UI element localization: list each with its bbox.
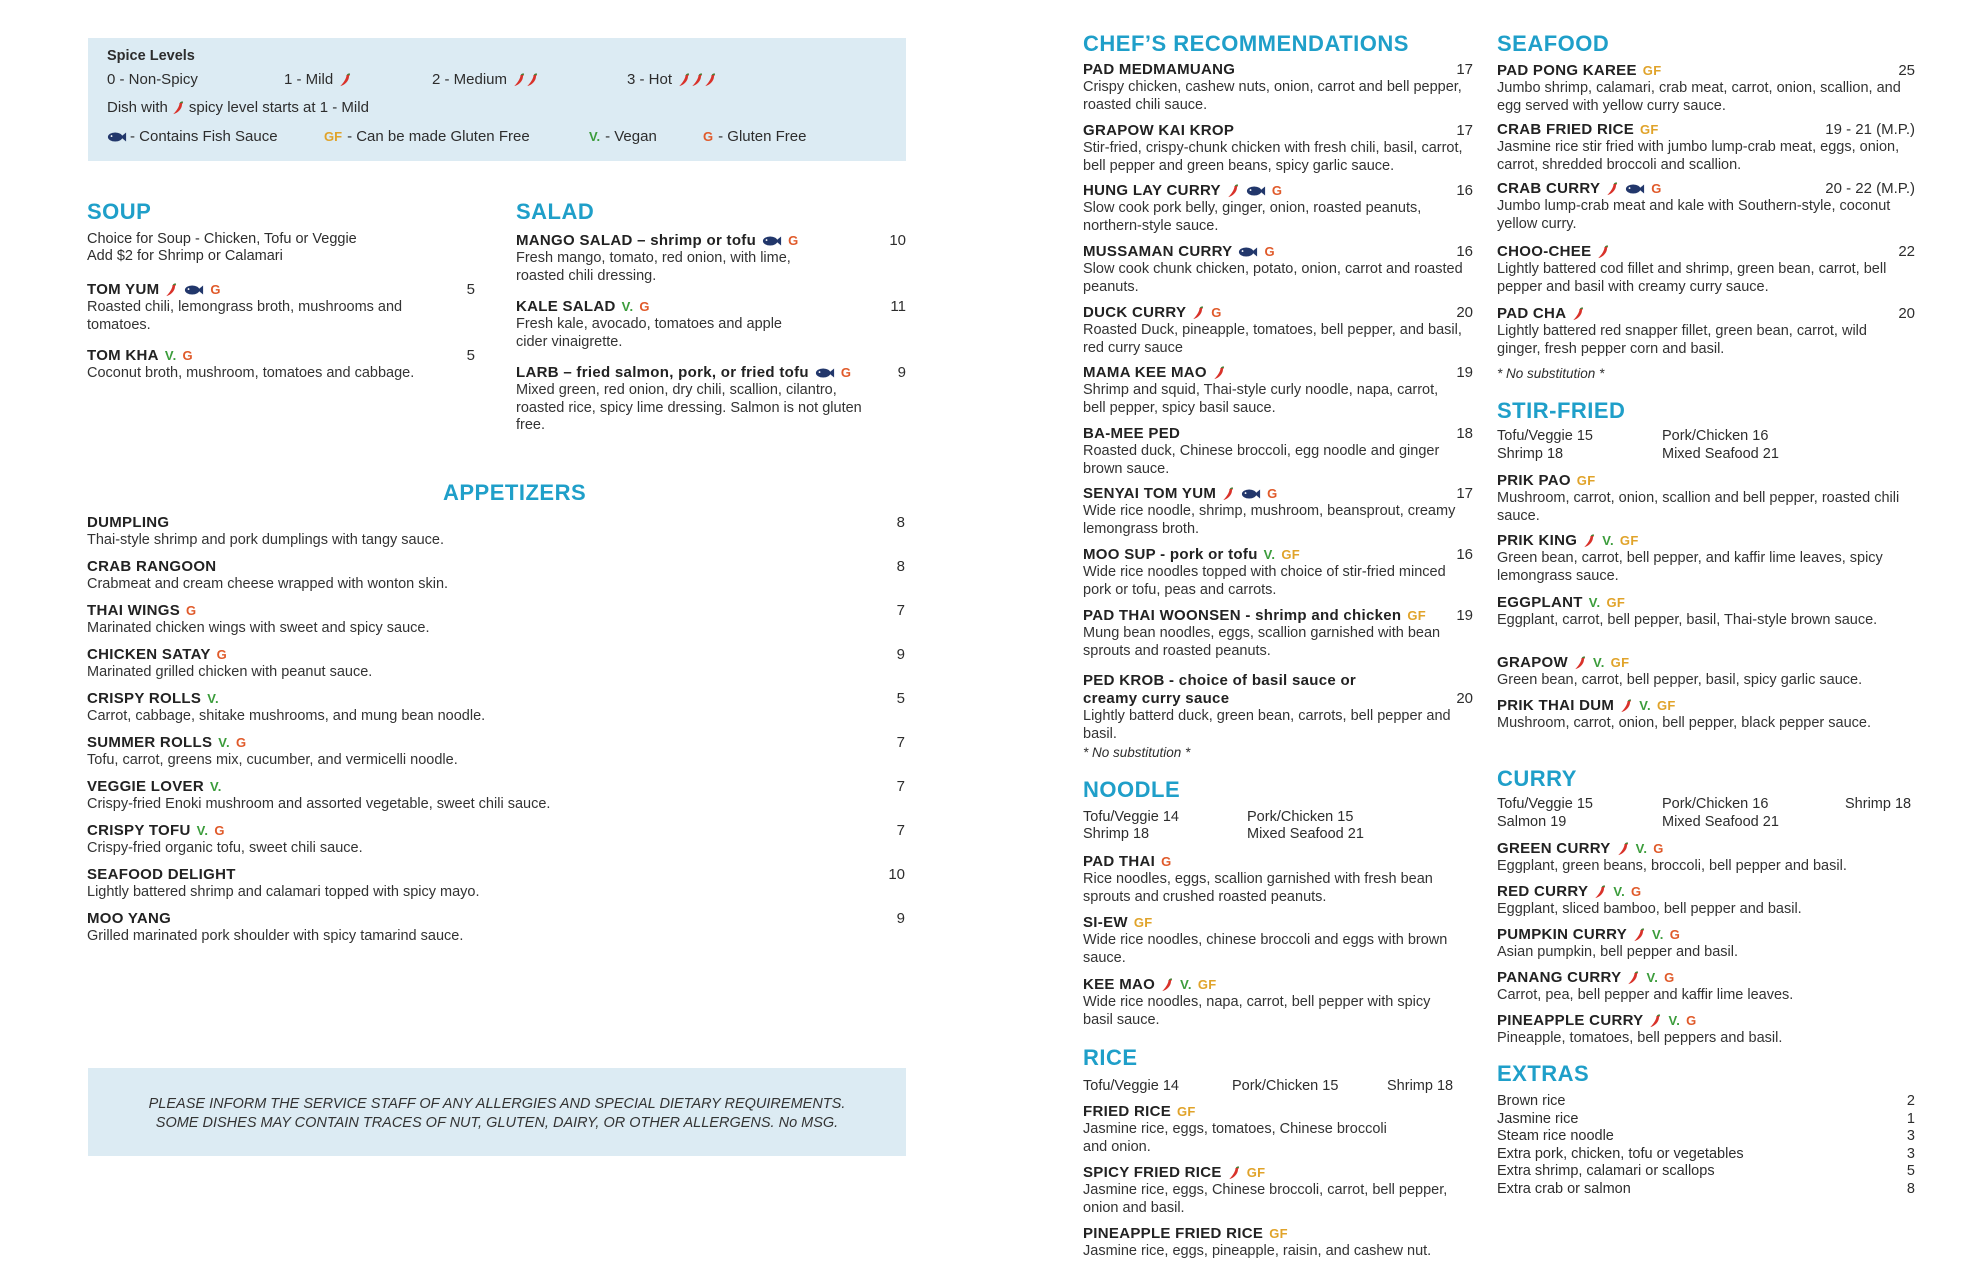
gluten-free-badge: G — [1653, 841, 1664, 856]
gf-badge: GF — [1606, 595, 1626, 610]
menu-item: CHICKEN SATAY G Marinated grilled chicken with peanut sauce. 9 — [87, 646, 905, 680]
gf-badge: GF — [1640, 122, 1659, 137]
fish-sauce-icon — [1241, 488, 1261, 500]
menu-item: PAD CHA Lightly battered red snapper fillet, green bean, carrot, wild ginger, fresh pepper corn and basil. 20 — [1497, 305, 1915, 357]
noodle-price-pork: Pork/Chicken 15 — [1247, 809, 1354, 825]
legend-title: Spice Levels — [107, 48, 195, 64]
chili-icon — [1633, 928, 1646, 942]
noodle-price-seafood: Mixed Seafood 21 — [1247, 826, 1364, 842]
legend-level-0: 0 - Non-Spicy — [107, 71, 198, 88]
vegan-badge: V. — [1263, 547, 1276, 562]
menu-item-larb: LARB – fried salmon, pork, or fried tofu G Mixed green, red onion, dry chili, scallion, cilantro, roasted rice, spicy lime dressing. Salmon is not gluten free. 9 — [516, 364, 906, 433]
chili-icon — [691, 73, 704, 87]
gluten-free-badge: G — [1631, 884, 1642, 899]
legend-gluten-free: G - Gluten Free — [703, 128, 807, 145]
gluten-free-badge: G — [1686, 1013, 1697, 1028]
curry-price-shrimp: Shrimp 18 — [1845, 796, 1912, 812]
menu-item: PINEAPPLE CURRY V. G Pineapple, tomatoes, bell peppers and basil. — [1497, 1012, 1783, 1046]
chef-note: * No substitution * — [1083, 745, 1191, 760]
gluten-free-badge: G — [1264, 244, 1275, 259]
gf-badge: GF — [1610, 655, 1630, 670]
menu-item: PAD THAI WOONSEN - shrimp and chicken GF Mung bean noodles, eggs, scallion garnished with bean sprouts and roasted peanuts. 19 — [1083, 607, 1473, 659]
menu-item: DUMPLING Thai-style shrimp and pork dumplings with tangy sauce. 8 — [87, 514, 905, 548]
gluten-free-badge: G — [1664, 970, 1675, 985]
vegan-badge: V. — [209, 779, 222, 794]
chili-icon — [1620, 699, 1633, 713]
menu-item-si-ew: SI-EW GF Wide rice noodles, chinese broccoli and eggs with brown sauce. — [1083, 914, 1448, 966]
chili-icon — [526, 73, 539, 87]
extras-row: Brown rice 2 — [1497, 1093, 1915, 1109]
menu-item: PAD MEDMAMUANG Crispy chicken, cashew nuts, onion, carrot and bell pepper, roasted chili sauce. 17 — [1083, 61, 1473, 113]
seafood-heading: SEAFOOD — [1497, 31, 1610, 56]
vegan-badge: V. — [1639, 698, 1651, 713]
menu-item: CRAB RANGOON Crabmeat and cream cheese wrapped with wonton skin. 8 — [87, 558, 905, 592]
seafood-note: * No substitution * — [1497, 366, 1605, 381]
gf-badge: GF — [1619, 533, 1639, 548]
menu-item: MUSSAMAN CURRY G Slow cook chunk chicken, potato, onion, carrot and roasted peanuts. 16 — [1083, 243, 1473, 295]
rice-price-tofu: Tofu/Veggie 14 — [1083, 1078, 1179, 1094]
rice-price-shrimp: Shrimp 18 — [1387, 1078, 1454, 1094]
menu-item-pad-thai: PAD THAI G Rice noodles, eggs, scallion garnished with fresh bean sprouts and crushed roasted peanuts. — [1083, 853, 1433, 905]
curry-price-pork: Pork/Chicken 16 — [1662, 796, 1769, 812]
rice-price-pork: Pork/Chicken 15 — [1232, 1078, 1339, 1094]
fish-sauce-icon — [1246, 185, 1266, 197]
fish-sauce-icon — [184, 284, 204, 296]
menu-item: GREEN CURRY V. G Eggplant, green beans, broccoli, bell pepper and basil. — [1497, 840, 1847, 874]
chili-icon — [1627, 971, 1640, 985]
chili-icon — [678, 73, 691, 87]
curry-price-seafood: Mixed Seafood 21 — [1662, 814, 1779, 830]
chili-icon — [1227, 184, 1240, 198]
gluten-free-badge: G — [214, 823, 225, 838]
menu-item: GRAPOW KAI KROP Stir-fried, crispy-chunk chicken with fresh chili, basil, carrot, bell pepper and green beans, spicy garlic sauce. 17 — [1083, 122, 1473, 174]
menu-item-kale-salad: KALE SALAD V. G Fresh kale, avocado, tomatoes and apple cider vinaigrette. 11 — [516, 298, 906, 350]
menu-item: PAD PONG KAREE GF Jumbo shrimp, calamari, crab meat, carrot, onion, scallion, and egg served with yellow curry sauce. 25 — [1497, 62, 1915, 114]
chili-icon — [1606, 182, 1619, 196]
menu-item: PRIK THAI DUM V. GF Mushroom, carrot, onion, bell pepper, black pepper sauce. — [1497, 697, 1871, 731]
soup-heading: SOUP — [87, 199, 152, 224]
menu-item: EGGPLANT V. GF Eggplant, carrot, bell pepper, basil, Thai-style brown sauce. — [1497, 594, 1878, 628]
gf-badge: GF — [1642, 63, 1662, 78]
menu-item: SUMMER ROLLS V. G Tofu, carrot, greens mix, cucumber, and vermicelli noodle. 7 — [87, 734, 905, 768]
vegan-badge: V. — [1602, 533, 1614, 548]
vegan-badge: V. — [1588, 595, 1601, 610]
extras-row: Steam rice noodle 3 — [1497, 1128, 1915, 1144]
gluten-free-badge: G — [1651, 181, 1662, 196]
gluten-free-badge: G — [235, 735, 247, 750]
menu-item-fried-rice: FRIED RICE GF Jasmine rice, eggs, tomatoes, Chinese broccoli and onion. — [1083, 1103, 1387, 1155]
fish-sauce-icon — [762, 235, 782, 247]
gluten-free-badge: G — [1267, 486, 1278, 501]
menu-item-tom-kha: TOM KHA V. G Coconut broth, mushroom, tomatoes and cabbage. 5 — [87, 347, 475, 381]
chili-icon — [1228, 1166, 1241, 1180]
chef-heading: CHEF’S RECOMMENDATIONS — [1083, 31, 1409, 56]
menu-item: BA-MEE PED Roasted duck, Chinese broccoli, egg noodle and ginger brown sauce. 18 — [1083, 425, 1473, 477]
menu-item-tom-yum: TOM YUM G Roasted chili, lemongrass broth, mushrooms and tomatoes. 5 — [87, 281, 475, 333]
chili-icon — [1192, 306, 1205, 320]
allergy-warning: PLEASE INFORM THE SERVICE STAFF OF ANY ALLERGIES AND SPECIAL DIETARY REQUIREMENTS. SOME DISHES MAY CONTAIN TRACES OF NUT, GLUTEN, DAIRY, OR OTHER ALLERGENS. No MSG. — [88, 1068, 906, 1156]
stirfried-heading: STIR-FRIED — [1497, 398, 1626, 423]
fish-sauce-icon — [815, 367, 835, 379]
menu-item: PRIK KING V. GF Green bean, carrot, bell pepper, and kaffir lime leaves, spicy lemongrass sauce. — [1497, 532, 1883, 584]
vegan-badge: V. — [1613, 884, 1626, 899]
vegan-badge: V. — [1646, 970, 1659, 985]
gluten-free-badge: G — [1211, 305, 1222, 320]
menu-item: VEGGIE LOVER V. Crispy-fried Enoki mushroom and assorted vegetable, sweet chili sauce. 7 — [87, 778, 905, 812]
menu-item: SEAFOOD DELIGHT Lightly battered shrimp and calamari topped with spicy mayo. 10 — [87, 866, 905, 900]
legend-level-2: 2 - Medium — [432, 71, 539, 88]
menu-item: MOO SUP - pork or tofu V. GF Wide rice noodles topped with choice of stir-fried minced pork or tofu, peas and carrots. 16 — [1083, 546, 1473, 598]
legend-vegan: V. - Vegan — [589, 128, 657, 145]
chili-icon — [1222, 487, 1235, 501]
menu-item-pineapple-fried-rice: PINEAPPLE FRIED RICE GF Jasmine rice, eggs, pineapple, raisin, and cashew nut. — [1083, 1225, 1432, 1259]
menu-item: CRAB FRIED RICE GF Jasmine rice stir fried with jumbo lump-crab meat, eggs, onion, carrot, shredded broccoli and scallion. 19 - 21 (M.P.) — [1497, 121, 1915, 173]
salad-heading: SALAD — [516, 199, 595, 224]
noodle-price-shrimp: Shrimp 18 — [1083, 826, 1150, 842]
extras-row: Jasmine rice 1 — [1497, 1110, 1915, 1127]
chili-icon — [1161, 978, 1174, 992]
menu-item: DUCK CURRY G Roasted Duck, pineapple, tomatoes, bell pepper, and basil, red curry sauce 20 — [1083, 304, 1473, 356]
gf-badge: GF — [1576, 473, 1596, 488]
menu-item: SENYAI TOM YUM G Wide rice noodle, shrimp, mushroom, beansprout, creamy lemongrass broth. 17 — [1083, 485, 1473, 537]
menu-item: HUNG LAY CURRY G Slow cook pork belly, ginger, onion, roasted peanuts, northern-style sauce. 16 — [1083, 182, 1473, 234]
gluten-free-badge: G — [1669, 927, 1681, 942]
menu-item: PRIK PAO GF Mushroom, carrot, onion, scallion and bell pepper, roasted chili sauce. — [1497, 472, 1900, 524]
legend-gf: GF - Can be made Gluten Free — [324, 128, 530, 145]
legend-level-3: 3 - Hot — [627, 71, 717, 88]
vegan-badge: V. — [1592, 655, 1605, 670]
chili-icon — [339, 73, 352, 87]
menu-item: CRAB CURRY G Jumbo lump-crab meat and kale with Southern-style, coconut yellow curry. 20 - 22 (M.P.) — [1497, 180, 1915, 232]
chili-icon — [1574, 656, 1587, 670]
noodle-price-tofu: Tofu/Veggie 14 — [1083, 809, 1179, 825]
chili-icon — [1594, 885, 1607, 899]
menu-item: CHOO-CHEE Lightly battered cod fillet and shrimp, green bean, carrot, bell pepper and basil with creamy curry sauce. 22 — [1497, 243, 1915, 295]
menu-item: MAMA KEE MAO Shrimp and squid, Thai-style curly noodle, napa, carrot, bell pepper, spicy basil sauce. 19 — [1083, 364, 1473, 416]
menu-item: THAI WINGS G Marinated chicken wings with sweet and spicy sauce. 7 — [87, 602, 905, 636]
vegan-badge: V. — [1668, 1013, 1681, 1028]
menu-item-spicy-fried-rice: SPICY FRIED RICE GF Jasmine rice, eggs, Chinese broccoli, carrot, bell pepper, onion and basil. — [1083, 1164, 1448, 1216]
menu-item: PED KROB - choice of basil sauce or creamy curry sauce Lightly batterd duck, green bean, carrots, bell pepper and basil. 20 — [1083, 672, 1473, 742]
chili-icon — [172, 101, 185, 115]
chili-icon — [704, 73, 717, 87]
chili-icon — [1649, 1014, 1662, 1028]
menu-item-kee-mao: KEE MAO V. GF Wide rice noodles, napa, carrot, bell pepper with spicy basil sauce. — [1083, 976, 1431, 1028]
fish-sauce-icon — [107, 131, 127, 143]
gluten-free-badge: G — [1271, 183, 1283, 198]
menu-item-mango-salad: MANGO SALAD – shrimp or tofu G Fresh mango, tomato, red onion, with lime, roasted chili dressing. 10 — [516, 232, 906, 284]
extras-row: Extra shrimp, calamari or scallops 5 — [1497, 1163, 1915, 1179]
soup-intro-1: Choice for Soup - Chicken, Tofu or Veggie — [87, 231, 357, 247]
gluten-free-badge: G — [186, 603, 197, 618]
chili-icon — [1583, 534, 1596, 548]
vegan-badge: V. — [1635, 841, 1648, 856]
stirfried-price-seafood: Mixed Seafood 21 — [1662, 446, 1779, 462]
gluten-free-badge: G — [216, 647, 228, 662]
menu-item: CRISPY TOFU V. G Crispy-fried organic tofu, sweet chili sauce. 7 — [87, 822, 905, 856]
menu-item: MOO YANG Grilled marinated pork shoulder with spicy tamarind sauce. 9 — [87, 910, 905, 944]
gf-badge: GF — [1656, 698, 1676, 713]
stirfried-price-tofu: Tofu/Veggie 15 — [1497, 428, 1593, 444]
extras-row: Extra pork, chicken, tofu or vegetables 3 — [1497, 1145, 1915, 1162]
vegan-badge: V. — [207, 691, 219, 706]
vegan-badge: V. — [196, 823, 209, 838]
noodle-heading: NOODLE — [1083, 777, 1181, 802]
chili-icon — [513, 73, 526, 87]
chili-icon — [1597, 245, 1610, 259]
chili-icon — [1213, 366, 1226, 380]
fish-sauce-icon — [1238, 246, 1258, 258]
fish-sauce-icon — [1625, 183, 1645, 195]
stirfried-price-shrimp: Shrimp 18 — [1497, 446, 1564, 462]
gf-badge: GF — [1281, 547, 1301, 562]
soup-intro-2: Add $2 for Shrimp or Calamari — [87, 248, 283, 264]
curry-price-salmon: Salmon 19 — [1497, 814, 1567, 830]
gf-badge: GF — [1407, 608, 1427, 623]
legend-level-1: 1 - Mild — [284, 71, 352, 88]
menu-item: RED CURRY V. G Eggplant, sliced bamboo, bell pepper and basil. — [1497, 883, 1802, 917]
menu-item: GRAPOW V. GF Green bean, carrot, bell pepper, basil, spicy garlic sauce. — [1497, 654, 1863, 688]
vegan-badge: V. — [218, 735, 230, 750]
chili-icon — [1617, 842, 1630, 856]
extras-row: Extra crab or salmon 8 — [1497, 1180, 1915, 1197]
appetizers-heading: APPETIZERS — [443, 480, 587, 505]
menu-item: PANANG CURRY V. G Carrot, pea, bell pepper and kaffir lime leaves. — [1497, 969, 1794, 1003]
extras-heading: EXTRAS — [1497, 1061, 1590, 1086]
rice-heading: RICE — [1083, 1045, 1138, 1070]
menu-item: CRISPY ROLLS V. Carrot, cabbage, shitake mushrooms, and mung bean noodle. 5 — [87, 690, 905, 724]
menu-item: PUMPKIN CURRY V. G Asian pumpkin, bell pepper and basil. — [1497, 926, 1739, 960]
curry-heading: CURRY — [1497, 766, 1577, 791]
stirfried-price-pork: Pork/Chicken 16 — [1662, 428, 1769, 444]
chili-icon — [1572, 307, 1585, 321]
vegan-badge: V. — [1652, 927, 1664, 942]
chili-icon — [165, 283, 178, 297]
legend-dish-note: Dish with spicy level starts at 1 - Mild — [107, 99, 369, 116]
legend-fish: - Contains Fish Sauce — [107, 128, 278, 145]
curry-price-tofu: Tofu/Veggie 15 — [1497, 796, 1593, 812]
